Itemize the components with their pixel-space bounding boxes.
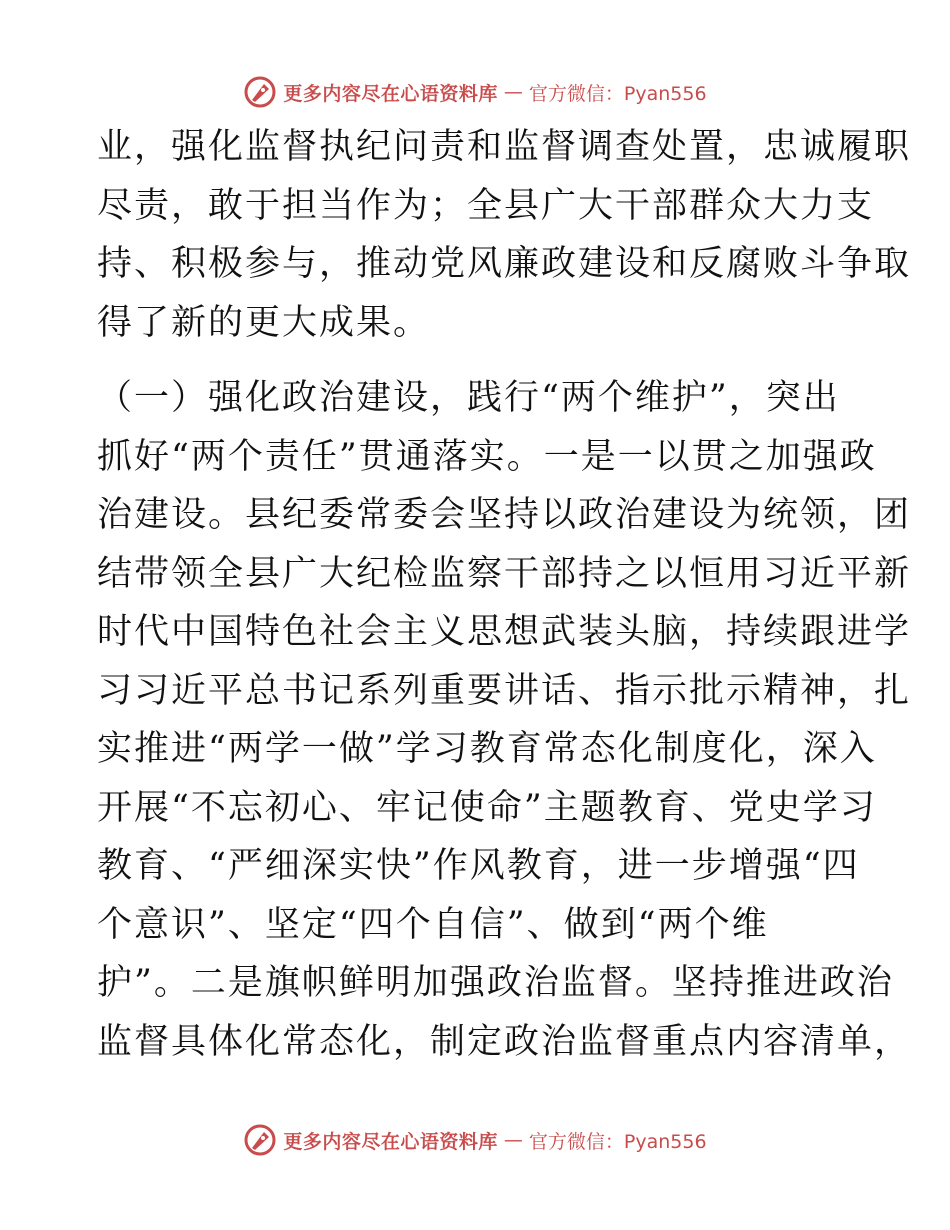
text-line: 实推进“两学一做”学习教育常态化制度化，深入 xyxy=(97,729,877,769)
text-line: 业，强化监督执纪问责和监督调查处置，忠诚履职 xyxy=(97,127,912,167)
text-line: 监督具体化常态化，制定政治监督重点内容清单， xyxy=(97,1021,912,1062)
paragraph-gap xyxy=(97,352,857,369)
paragraph-2 xyxy=(97,369,912,1071)
text-line: 治建设。县纪委常委会坚持以政治建设为统领，团 xyxy=(97,495,912,535)
text-line: 结带领全县广大纪检监察干部持之以恒用习近平新 xyxy=(97,553,912,594)
text-line: 得了新的更大成果。 xyxy=(97,302,431,343)
watermark-site-text: 更多内容尽在心语资料库 xyxy=(283,82,498,105)
paragraph-1 xyxy=(97,118,912,352)
text-line: 抓好“两个责任”贯通落实。一是一以贯之加强政 xyxy=(97,436,877,477)
pen-nib-logo-icon xyxy=(243,75,277,109)
text-line: 教育、“严细深实快”作风教育，进一步增强“四 xyxy=(97,846,860,886)
watermark-contact-text: 官方微信：Pyan556 xyxy=(528,1130,707,1153)
watermark-dash: — xyxy=(503,81,523,103)
text-line: 开展“不忘初心、牢记使命”主题教育、党史学习 xyxy=(97,787,877,828)
footer-watermark xyxy=(0,1120,950,1160)
watermark-contact-text: 官方微信：Pyan556 xyxy=(528,82,707,105)
header-watermark xyxy=(0,72,950,112)
text-line: 尽责，敢于担当作为；全县广大干部群众大力支 xyxy=(97,185,875,226)
text-line: 时代中国特色社会主义思想武装头脑，持续跟进学 xyxy=(97,612,912,652)
text-line: 习习近平总书记系列重要讲话、指示批示精神，扎 xyxy=(97,670,912,711)
watermark-site-text: 更多内容尽在心语资料库 xyxy=(283,1130,498,1153)
text-line: 护”。二是旗帜鲜明加强政治监督。坚持推进政治 xyxy=(97,963,894,1003)
text-line: 个意识”、坚定“四个自信”、做到“两个维 xyxy=(97,904,769,945)
watermark-dash: — xyxy=(503,1129,523,1151)
text-line: 持、积极参与，推动党风廉政建设和反腐败斗争取 xyxy=(97,244,912,284)
pen-nib-logo-icon xyxy=(243,1123,277,1157)
document-body xyxy=(97,118,912,1071)
text-line: （一）强化政治建设，践行“两个维护”，突出 xyxy=(97,378,840,418)
